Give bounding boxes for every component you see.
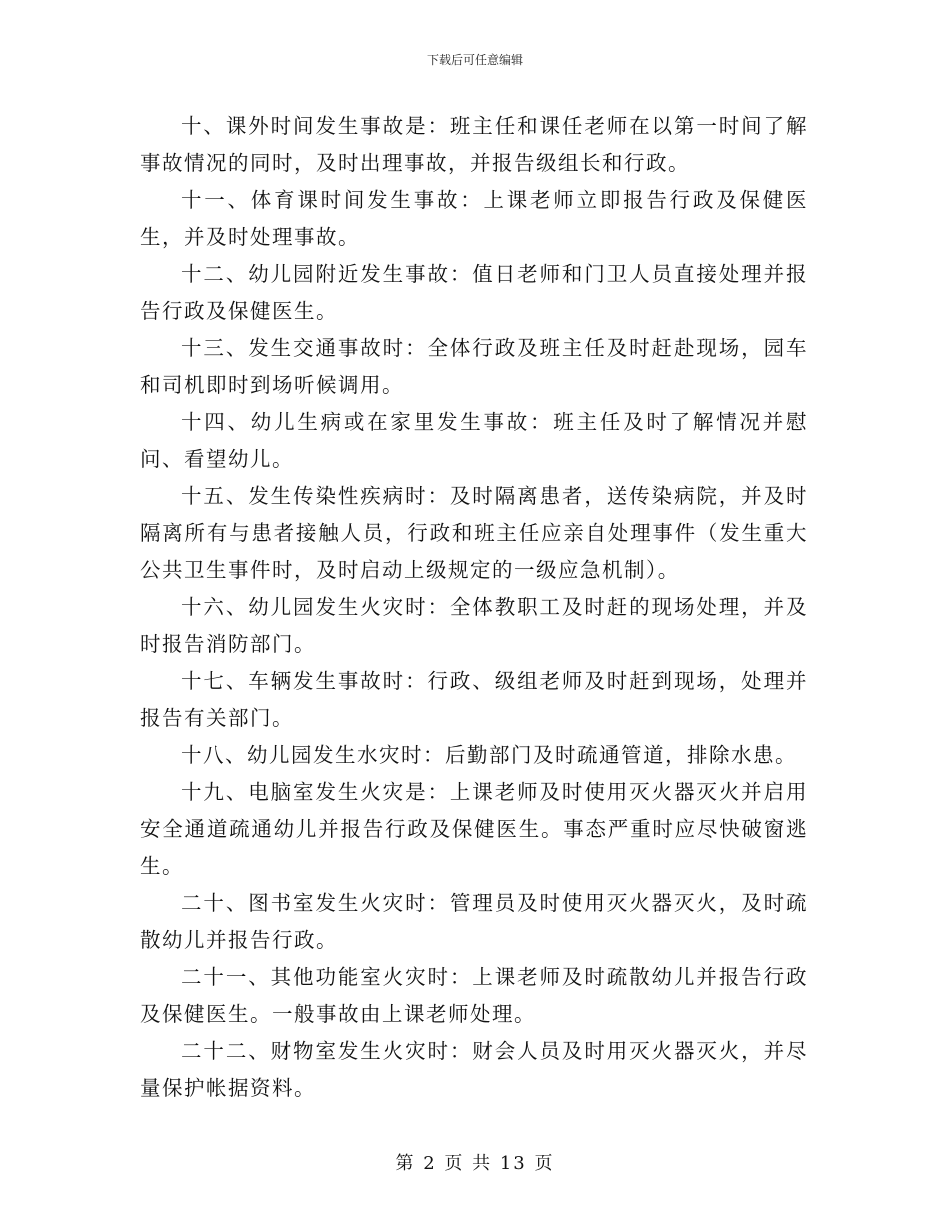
paragraph-21: 二十一、其他功能室火灾时：上课老师及时疏散幼儿并报告行政及保健医生。一般事故由上课老师处理。	[140, 965, 808, 1026]
paragraph-14: 十四、幼儿生病或在家里发生事故：班主任及时了解情况并慰问、看望幼儿。	[140, 410, 808, 471]
paragraph-16: 十六、幼儿园发生火灾时：全体教职工及时赶的现场处理，并及时报告消防部门。	[140, 595, 808, 656]
paragraph-15: 十五、发生传染性疾病时：及时隔离患者，送传染病院，并及时隔离所有与患者接触人员，行政和班主任应亲自处理事件（发生重大公共卫生事件时，及时启动上级规定的一级应急机制）。	[140, 484, 808, 582]
paragraph-11: 十一、体育课时间发生事故：上课老师立即报告行政及保健医生，并及时处理事故。	[140, 188, 808, 249]
paragraph-19: 十九、电脑室发生火灾是：上课老师及时使用灭火器灭火并启用安全通道疏通幼儿并报告行政及保健医生。事态严重时应尽快破窗逃生。	[140, 780, 808, 878]
paragraph-18: 十八、幼儿园发生水灾时：后勤部门及时疏通管道，排除水患。	[181, 743, 797, 767]
paragraph-13: 十三、发生交通事故时：全体行政及班主任及时赶赴现场，园车和司机即时到场听候调用。	[140, 336, 808, 397]
paragraph-22: 二十二、财物室发生火灾时：财会人员及时用灭火器灭火，并尽量保护帐据资料。	[140, 1039, 808, 1100]
document-body	[140, 108, 808, 1107]
paragraph-17: 十七、车辆发生事故时：行政、级组老师及时赶到现场，处理并报告有关部门。	[140, 669, 808, 730]
page-number-footer: 第 2 页 共 13 页	[395, 1153, 555, 1174]
paragraph-10: 十、课外时间发生事故是：班主任和课任老师在以第一时间了解事故情况的同时，及时出理事故，并报告级组长和行政。	[140, 114, 808, 175]
page-header: 下载后可任意编辑	[426, 53, 523, 67]
paragraph-20: 二十、图书室发生火灾时：管理员及时使用灭火器灭火，及时疏散幼儿并报告行政。	[140, 891, 808, 952]
paragraph-12: 十二、幼儿园附近发生事故：值日老师和门卫人员直接处理并报告行政及保健医生。	[140, 262, 808, 323]
